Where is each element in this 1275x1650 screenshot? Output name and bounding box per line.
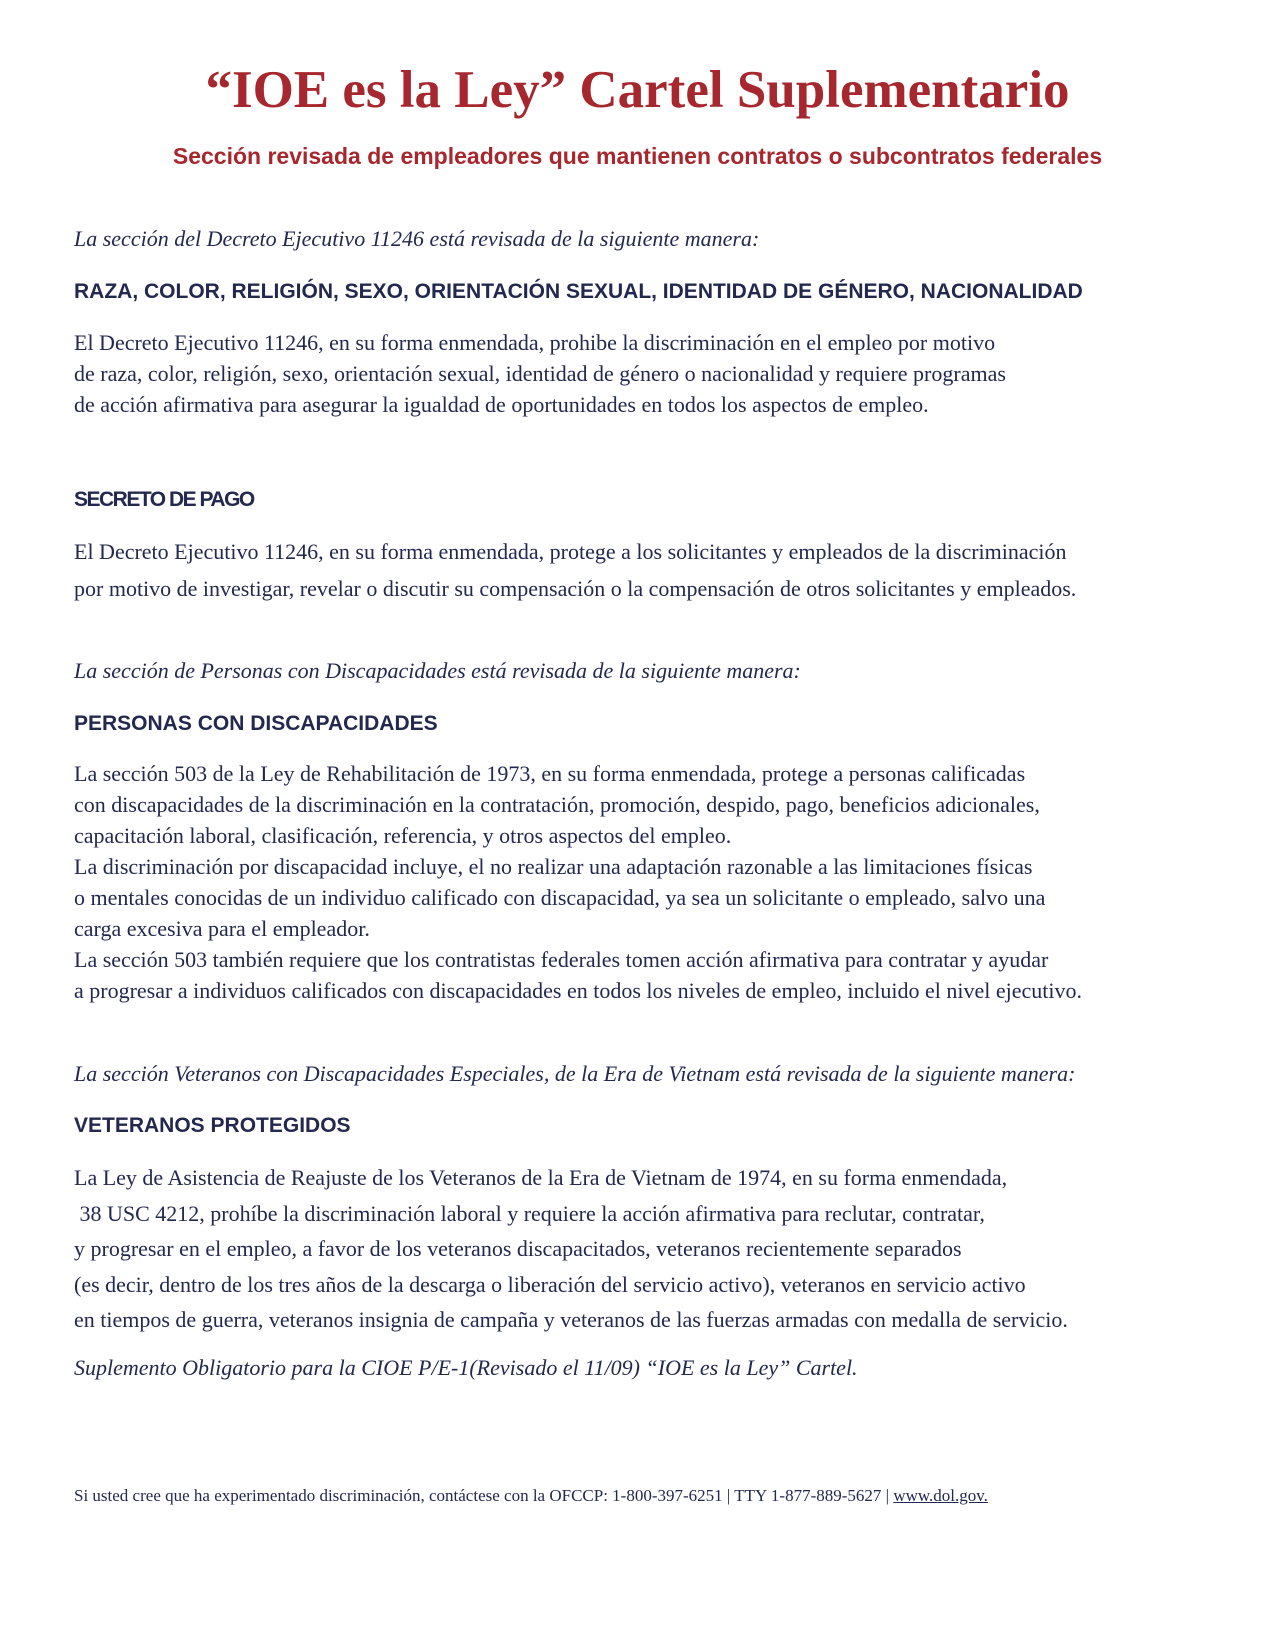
section-heading-secreto-de-pago: SECRETO DE PAGO [74,488,254,511]
page-title: “IOE es la Ley” Cartel Suplementario [205,61,1070,119]
body-line: y progresar en el empleo, a favor de los veteranos discapacitados, veteranos recientemente separados [74,1236,962,1261]
section-intro-discapacidades: La sección de Personas con Discapacidades está revisada de la siguiente manera: [74,658,801,683]
page-subtitle: Sección revisada de empleadores que mantienen contratos o subcontratos federales [172,143,1103,169]
body-line: La Ley de Asistencia de Reajuste de los Veteranos de la Era de Vietnam de 1974, en su forma enmendada, [74,1165,1008,1190]
section-intro-veteranos: La sección Veteranos con Discapacidades Especiales, de la Era de Vietnam está revisada de la siguiente manera: [74,1061,1076,1086]
body-line: o mentales conocidas de un individuo calificado con discapacidad, ya sea un solicitante o empleado, salvo una [74,885,1046,910]
dol-website-link[interactable]: www.dol.gov. [893,1486,988,1505]
body-line: (es decir, dentro de los tres años de la descarga o liberación del servicio activo), veteranos en servicio activo [74,1271,1026,1297]
body-line: carga excesiva para el empleador. [74,916,370,941]
body-line: en tiempos de guerra, veteranos insignia de campaña y veteranos de las fuerzas armadas con medalla de servicio. [74,1307,1068,1332]
section-body-discapacidades [74,758,1082,1006]
body-line: 38 USC 4212, prohíbe la discriminación laboral y requiere la acción afirmativa para reclutar, contratar, [74,1200,985,1226]
footer-contact [74,1484,988,1508]
body-line: La sección 503 también requiere que los contratistas federales tomen acción afirmativa para contratar y ayudar [74,947,1049,972]
footer-text: Si usted cree que ha experimentado discriminación, contáctese con la OFCCP: 1-800-397-6251 | TTY 1-877-889-5627 | [74,1486,894,1505]
section-body-raza [74,327,1006,420]
body-line: La sección 503 de la Ley de Rehabilitación de 1973, en su forma enmendada, protege a personas calificadas [74,761,1026,786]
supplement-note: Suplemento Obligatorio para la CIOE P/E-1(Revisado el 11/09) “IOE es la Ley” Cartel. [74,1355,858,1380]
body-line: El Decreto Ejecutivo 11246, en su forma enmendada, protege a los solicitantes y empleados de la discriminación [74,539,1067,564]
section-body-secreto-de-pago [74,533,1076,607]
section-intro-eo11246: La sección del Decreto Ejecutivo 11246 está revisada de la siguiente manera: [74,226,760,251]
section-heading-veteranos: VETERANOS PROTEGIDOS [74,1114,351,1137]
body-line: de raza, color, religión, sexo, orientación sexual, identidad de género o nacionalidad y requiere programas [74,361,1006,386]
body-line: El Decreto Ejecutivo 11246, en su forma enmendada, prohibe la discriminación en el empleo por motivo [74,330,996,355]
section-heading-raza: RAZA, COLOR, RELIGIÓN, SEXO, ORIENTACIÓN SEXUAL, IDENTIDAD DE GÉNERO, NACIONALIDAD [74,280,1083,303]
body-line: a progresar a individuos calificados con discapacidades en todos los niveles de empleo, incluido el nivel ejecutivo. [74,978,1083,1003]
body-line: por motivo de investigar, revelar o discutir su compensación o la compensación de otros solicitantes y empleados. [74,576,1077,601]
body-line: con discapacidades de la discriminación en la contratación, promoción, despido, pago, beneficios adicionales, [74,792,1040,817]
section-heading-discapacidades: PERSONAS CON DISCAPACIDADES [74,712,438,735]
body-line: capacitación laboral, clasificación, referencia, y otros aspectos del empleo. [74,823,732,848]
section-body-veteranos [74,1160,1068,1338]
body-line: de acción afirmativa para asegurar la igualdad de oportunidades en todos los aspectos de empleo. [74,392,929,417]
body-line: La discriminación por discapacidad incluye, el no realizar una adaptación razonable a las limitaciones físicas [74,854,1033,879]
